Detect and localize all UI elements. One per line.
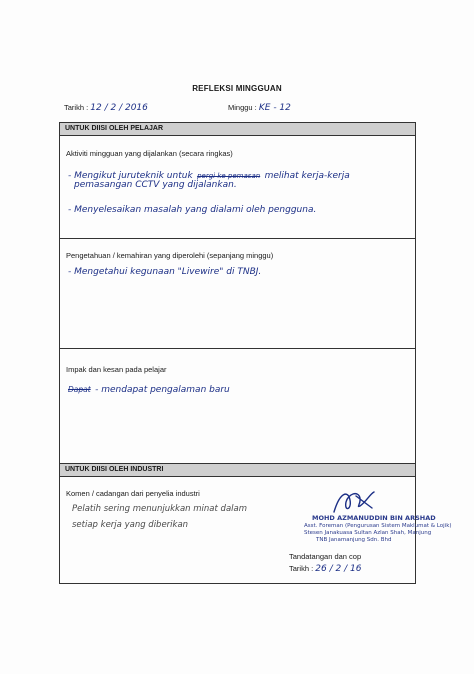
activities-line-1a: - Mengikut juruteknik untuk bbox=[68, 171, 193, 181]
comment-label: Komen / cadangan dari penyelia industri bbox=[66, 489, 200, 498]
tarikh-row bbox=[64, 103, 148, 113]
impact-line-1-strike: Dapat bbox=[68, 385, 91, 394]
activities-line-1b: melihat kerja-kerja bbox=[264, 171, 350, 181]
impact-section bbox=[60, 348, 415, 464]
knowledge-label: Pengetahuan / kemahiran yang diperolehi (sepanjang minggu) bbox=[66, 251, 274, 260]
student-section bbox=[59, 122, 416, 465]
activities-line-3: - Menyelesaikan masalah yang dialami oleh pengguna. bbox=[68, 205, 317, 215]
comment-line-2: setiap kerja yang diberikan bbox=[72, 520, 189, 530]
industry-tarikh-label: Tarikh : bbox=[289, 564, 314, 573]
activities-line-2: pemasangan CCTV yang dijalankan. bbox=[74, 180, 237, 190]
stamp-line-2: Stesen Janakuasa Sultan Azlan Shah, Manjung bbox=[304, 530, 432, 536]
impact-line-1-text: - mendapat pengalaman baru bbox=[95, 385, 230, 395]
minggu-row bbox=[228, 103, 291, 113]
tarikh-value: 12 / 2 / 2016 bbox=[90, 103, 148, 113]
student-section-header: UNTUK DIISI OLEH PELAJAR bbox=[60, 123, 415, 136]
minggu-value: KE - 12 bbox=[258, 103, 291, 113]
industry-section-header: UNTUK DIISI OLEH INDUSTRI bbox=[60, 464, 415, 477]
stamp-line-1: Asst. Foreman (Pengurusan Sistem Maklumat & Lojik) bbox=[304, 523, 452, 529]
knowledge-section bbox=[60, 238, 415, 349]
tarikh-label: Tarikh : bbox=[64, 103, 89, 112]
knowledge-line-1: - Mengetahui kegunaan "Livewire" di TNBJ. bbox=[68, 267, 262, 277]
activities-section bbox=[60, 136, 415, 238]
stamp-name: MOHD AZMANUDDIN BIN ARSHAD bbox=[312, 514, 436, 522]
comment-line-1: Pelatih sering menunjukkan minat dalam bbox=[72, 504, 247, 514]
impact-line-1 bbox=[68, 379, 230, 397]
industry-tarikh-row bbox=[289, 564, 361, 574]
activities-label: Aktiviti mingguan yang dijalankan (secara ringkas) bbox=[66, 149, 233, 158]
activities-line-1-strike: pergi ke pemasan bbox=[197, 172, 261, 180]
form-title: REFLEKSI MINGGUAN bbox=[192, 84, 282, 93]
stamp-line-3: TNB Janamanjung Sdn. Bhd bbox=[316, 537, 392, 543]
signature-icon bbox=[330, 488, 380, 516]
industry-tarikh-value: 26 / 2 / 16 bbox=[315, 564, 362, 574]
impact-label: Impak dan kesan pada pelajar bbox=[66, 365, 167, 374]
minggu-label: Minggu : bbox=[228, 103, 257, 112]
signoff-label: Tandatangan dan cop bbox=[289, 552, 362, 561]
